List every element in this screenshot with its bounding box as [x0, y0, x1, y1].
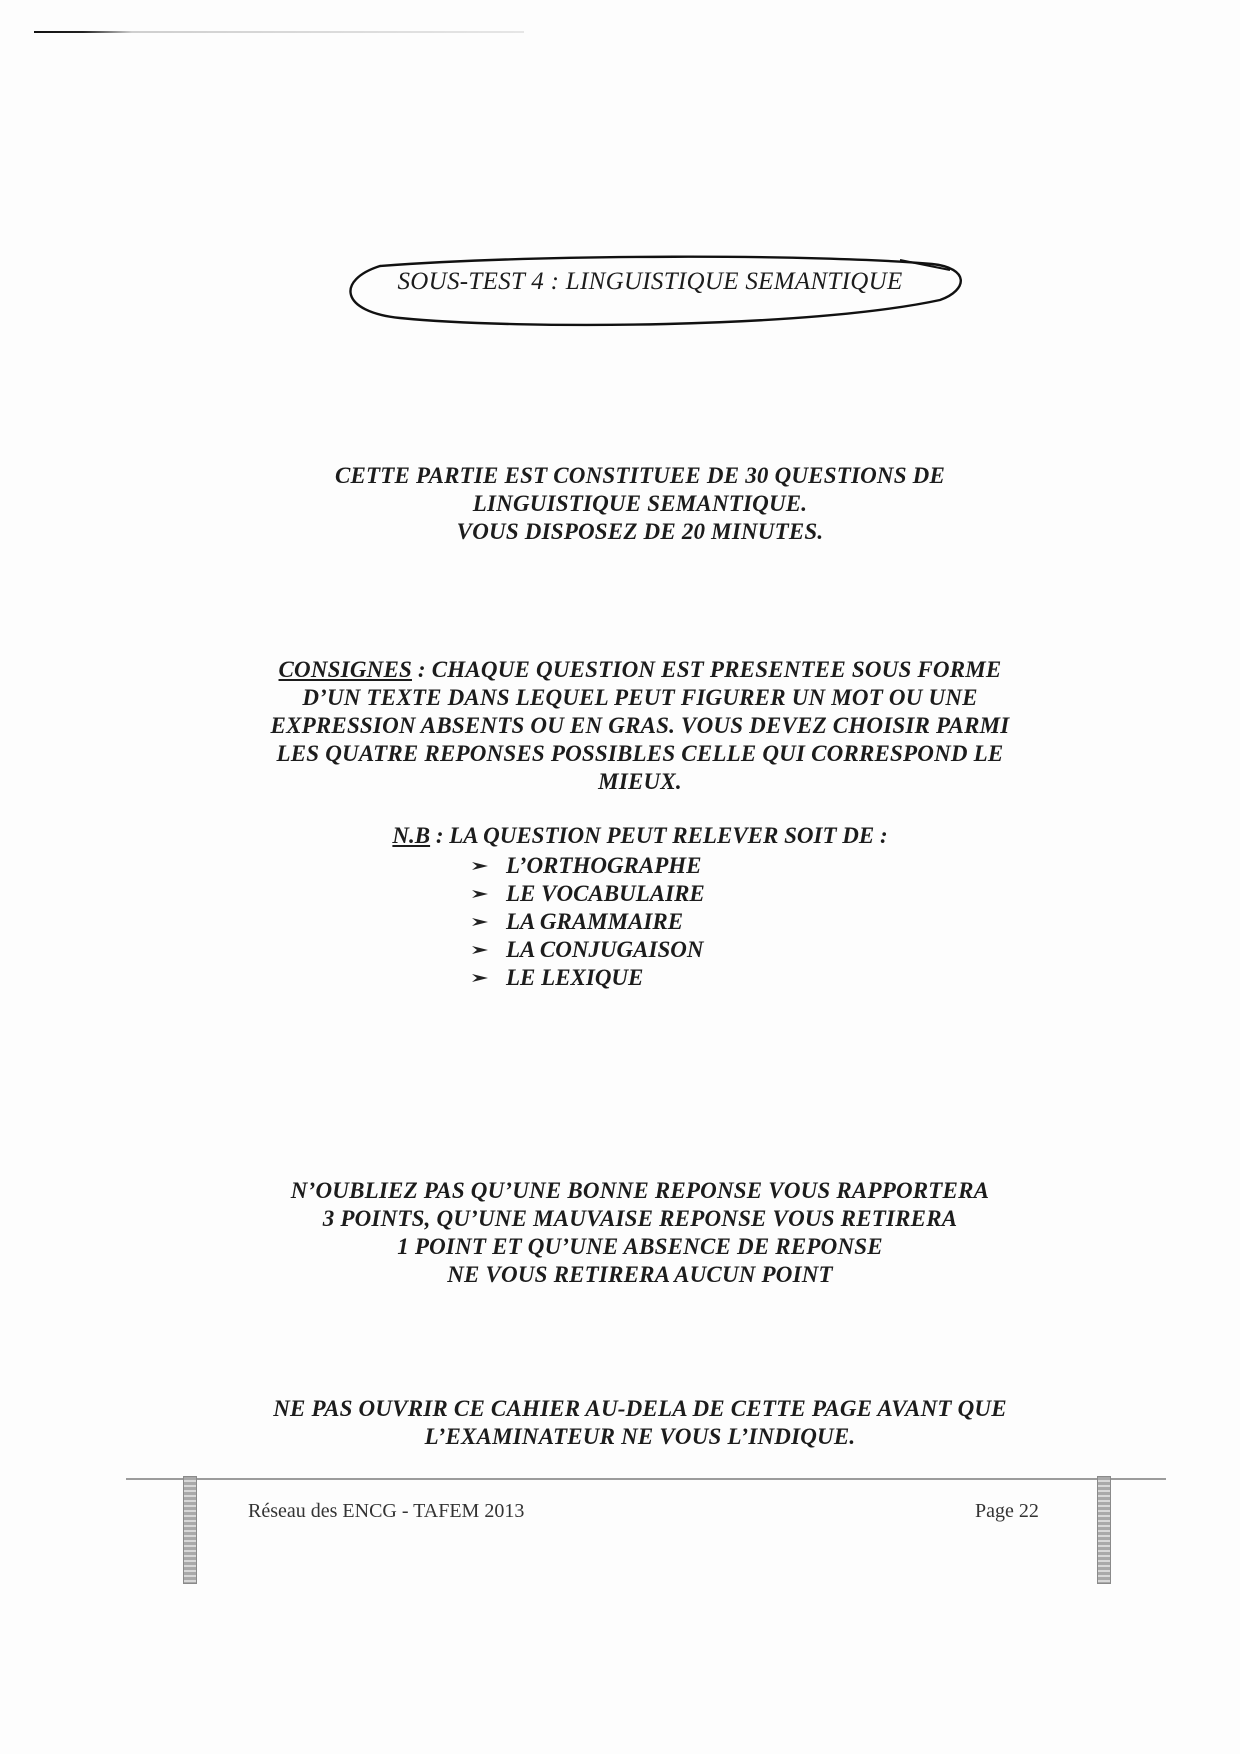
scoring-line: N’OUBLIEZ PAS QU’UNE BONNE REPONSE VOUS RAPPORTERA	[290, 1178, 990, 1203]
consignes-line: EXPRESSION ABSENTS OU EN GRAS. VOUS DEVEZ CHOISIR PARMI	[270, 713, 1010, 738]
scoring-line: 1 POINT ET QU’UNE ABSENCE DE REPONSE	[397, 1234, 883, 1259]
scoring-line: 3 POINTS, QU’UNE MAUVAISE REPONSE VOUS RETIRERA	[322, 1206, 958, 1231]
footer-bar-right	[1097, 1476, 1111, 1584]
nb-heading	[240, 822, 1040, 850]
warning-text	[240, 1395, 1040, 1451]
arrow-bullet-icon	[470, 886, 492, 902]
footer-bar-left	[183, 1476, 197, 1584]
intro-text	[240, 462, 1040, 546]
arrow-bullet-icon	[470, 914, 492, 930]
list-item	[470, 936, 705, 964]
list-item	[470, 852, 705, 880]
warning-line: NE PAS OUVRIR CE CAHIER AU-DELA DE CETTE PAGE AVANT QUE	[273, 1396, 1007, 1421]
nb-label: N.B	[392, 823, 431, 848]
nb-text: : LA QUESTION PEUT RELEVER SOIT DE :	[430, 823, 888, 848]
page-number: Page 22	[975, 1500, 1039, 1522]
consignes-label: CONSIGNES	[278, 657, 412, 682]
list-item	[470, 880, 705, 908]
consignes-text	[240, 656, 1040, 796]
intro-line: CETTE PARTIE EST CONSTITUEE DE 30 QUESTIONS DE	[334, 463, 946, 488]
scan-artifact-line	[34, 31, 524, 33]
topic-list	[470, 852, 705, 992]
intro-line: LINGUISTIQUE SEMANTIQUE.	[472, 491, 808, 516]
page-title: SOUS-TEST 4 : LINGUISTIQUE SEMANTIQUE	[397, 268, 903, 295]
list-item-label: LA CONJUGAISON	[506, 937, 704, 962]
list-item-label: LE LEXIQUE	[506, 965, 644, 990]
footer-rule	[126, 1478, 1166, 1480]
arrow-bullet-icon	[470, 858, 492, 874]
list-item-label: LE VOCABULAIRE	[506, 881, 705, 906]
list-item-label: L’ORTHOGRAPHE	[506, 853, 702, 878]
consignes-first: : CHAQUE QUESTION EST PRESENTEE SOUS FORME	[411, 657, 1002, 682]
title-box	[340, 250, 970, 330]
consignes-line	[240, 656, 1040, 684]
intro-line: VOUS DISPOSEZ DE 20 MINUTES.	[456, 519, 824, 544]
list-item-label: LA GRAMMAIRE	[506, 909, 684, 934]
warning-line: L’EXAMINATEUR NE VOUS L’INDIQUE.	[424, 1424, 856, 1449]
arrow-bullet-icon	[470, 970, 492, 986]
list-item	[470, 964, 705, 992]
arrow-bullet-icon	[470, 942, 492, 958]
consignes-line: MIEUX.	[598, 769, 682, 794]
list-item	[470, 908, 705, 936]
footer-source: Réseau des ENCG - TAFEM 2013	[248, 1500, 525, 1522]
consignes-line: LES QUATRE REPONSES POSSIBLES CELLE QUI CORRESPOND LE	[276, 741, 1004, 766]
scoring-text	[240, 1177, 1040, 1289]
scoring-line: NE VOUS RETIRERA AUCUN POINT	[447, 1262, 833, 1287]
consignes-line: D’UN TEXTE DANS LEQUEL PEUT FIGURER UN MOT OU UNE	[302, 685, 978, 710]
